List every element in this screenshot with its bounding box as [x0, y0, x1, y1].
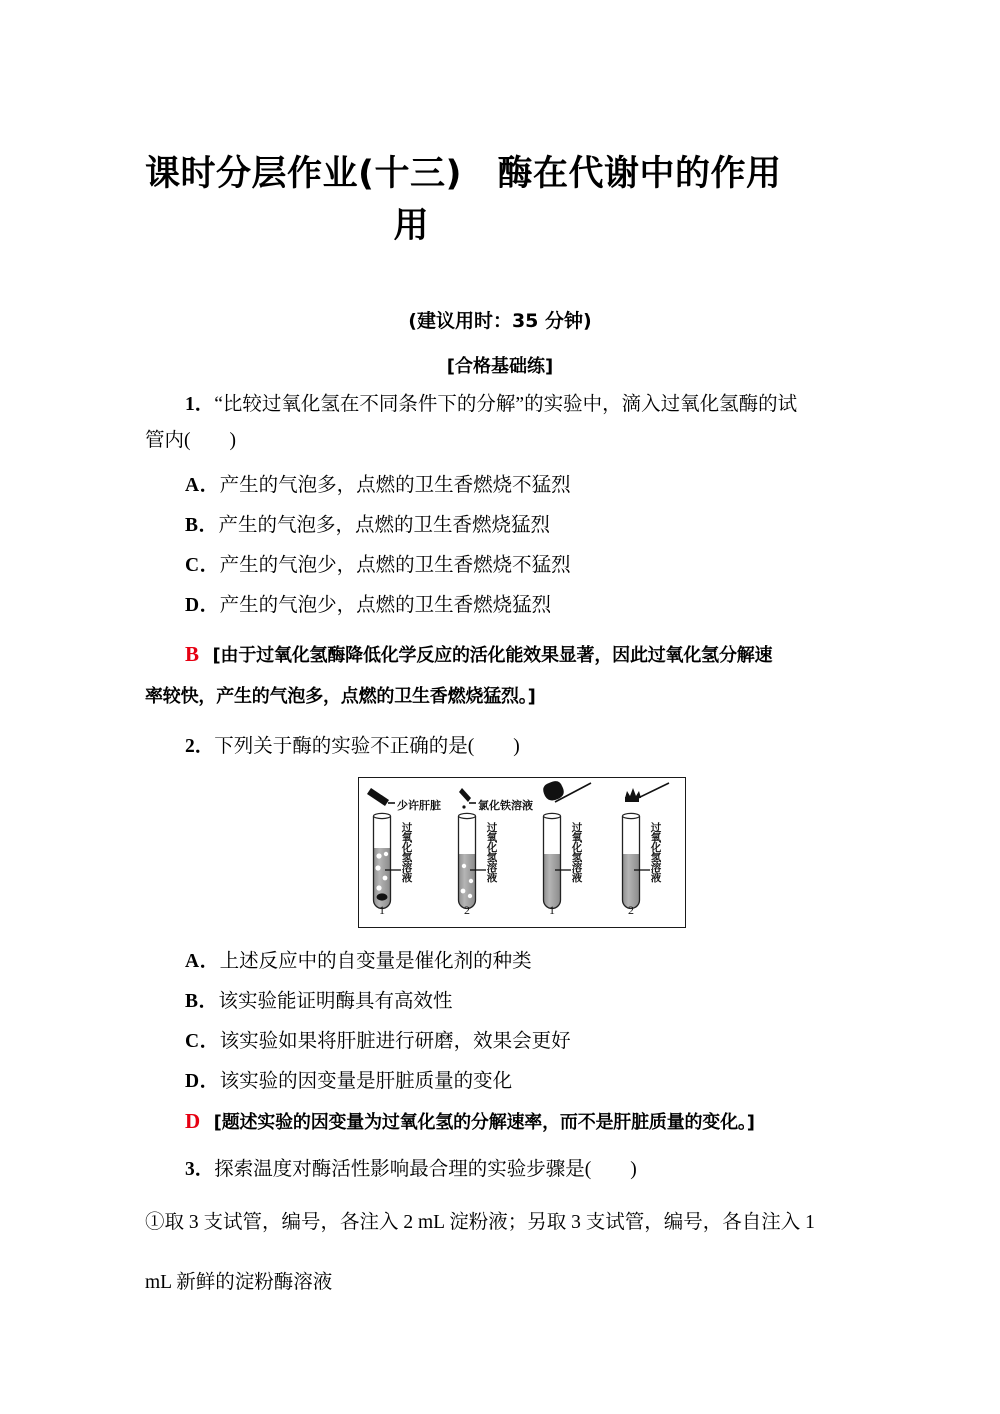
question-2-answer: D	[185, 1109, 201, 1133]
option-b-text: 产生的气泡多，点燃的卫生香燃烧猛烈	[218, 515, 551, 536]
q2-option-a-letter: A．	[185, 951, 220, 972]
question-3-body-line-2: mL 新鲜的淀粉酶溶液	[145, 1272, 333, 1293]
question-2-option-d	[185, 1069, 512, 1095]
fecl3-dropper-icon	[459, 788, 476, 809]
question-2-stem-text-1: 下列关于酶的实验不正确的是( )	[214, 736, 520, 757]
question-2-answer-line	[185, 1108, 755, 1136]
question-3-body-line-1: ①取 3 支试管，编号，各注入 2 mL 淀粉液；另取 3 支试管，编号，各自注入 1	[145, 1212, 815, 1233]
figure-tube-4	[623, 783, 670, 909]
q2-option-b-text: 该实验能证明酶具有高效性	[218, 991, 453, 1012]
option-b-letter: B．	[185, 515, 219, 536]
question-3-number: 3．	[185, 1159, 215, 1180]
q2-option-a-text: 上述反应中的自变量是催化剂的种类	[219, 951, 532, 972]
figure-tube-3-number: 1	[549, 903, 555, 917]
q2-option-c-text: 该实验如果将肝脏进行研磨，效果会更好	[219, 1031, 571, 1052]
question-2-option-c	[185, 1029, 571, 1055]
question-1-explanation-line-2: 率较快，产生的气泡多，点燃的卫生香燃烧猛烈。]	[145, 686, 536, 707]
burning-stick-icon-small	[625, 783, 669, 802]
question-1-stem-line-1	[185, 392, 797, 418]
figure-tube-4-number: 2	[628, 903, 634, 917]
question-1-stem-line-2: 管内( )	[145, 430, 236, 451]
question-1-explanation-text-1: [由于过氧化氢酶降低化学反应的活化能效果显著，因此过氧化氢分解速	[212, 645, 773, 666]
question-2-explanation-text-1: [题述实验的因变量为过氧化氢的分解速率，而不是肝脏质量的变化。]	[213, 1112, 755, 1133]
q2-option-d-text: 该实验的因变量是肝脏质量的变化	[219, 1071, 513, 1092]
option-c-letter: C．	[185, 555, 220, 576]
experiment-figure	[358, 777, 686, 928]
question-1-stem-text-1: “比较过氧化氢在不同条件下的分解”的实验中，滴入过氧化氢酶的试	[214, 394, 798, 415]
burning-stick-icon-large	[543, 781, 591, 802]
option-a-text: 产生的气泡多，点燃的卫生香燃烧不猛烈	[219, 475, 571, 496]
liver-dropper-icon	[367, 788, 395, 806]
question-3-stem-line-1	[185, 1157, 637, 1183]
question-1-answer: B	[185, 642, 200, 666]
figure-caption-fecl3: 氯化铁溶液	[478, 799, 533, 812]
page-title-line-1: 课时分层作业(十三) 酶在代谢中的作用	[145, 154, 782, 194]
option-c-text: 产生的气泡少，点燃的卫生香燃烧不猛烈	[219, 555, 571, 576]
question-3-stem-text-1: 探索温度对酶活性影响最合理的实验步骤是( )	[214, 1159, 637, 1180]
page-title-line-2: 用	[393, 206, 429, 246]
figure-tube-1-number: 1	[379, 903, 385, 917]
question-1-option-b	[185, 513, 550, 539]
option-d-letter: D．	[185, 595, 220, 616]
figure-tube-2-number: 2	[464, 903, 470, 917]
question-1-option-a	[185, 473, 571, 499]
question-2-option-a	[185, 949, 532, 975]
suggested-time: (建议用时：35 分钟)	[408, 310, 592, 332]
figure-tube-2-solution-label: 过氧化氢溶液	[485, 822, 498, 882]
option-a-letter: A．	[185, 475, 220, 496]
question-1-option-d	[185, 593, 551, 619]
figure-tube-3-solution-label: 过氧化氢溶液	[570, 822, 583, 882]
figure-tube-4-solution-label: 过氧化氢溶液	[649, 822, 662, 882]
q2-option-c-letter: C．	[185, 1031, 220, 1052]
section-tag: [合格基础练]	[446, 356, 554, 377]
option-d-text: 产生的气泡少，点燃的卫生香燃烧猛烈	[219, 595, 552, 616]
question-1-number: 1．	[185, 394, 215, 415]
page-title	[145, 148, 857, 252]
q2-option-b-letter: B．	[185, 991, 219, 1012]
question-2-option-b	[185, 989, 453, 1015]
figure-caption-liver: 少许肝脏	[397, 799, 441, 812]
figure-tube-1	[367, 788, 401, 909]
question-2-number: 2．	[185, 736, 215, 757]
q2-option-d-letter: D．	[185, 1071, 220, 1092]
figure-tube-3	[543, 781, 591, 908]
question-1-option-c	[185, 553, 571, 579]
question-1-answer-line	[185, 641, 772, 669]
figure-tube-1-solution-label: 过氧化氢溶液	[400, 822, 413, 882]
question-2-stem-line-1	[185, 734, 520, 760]
